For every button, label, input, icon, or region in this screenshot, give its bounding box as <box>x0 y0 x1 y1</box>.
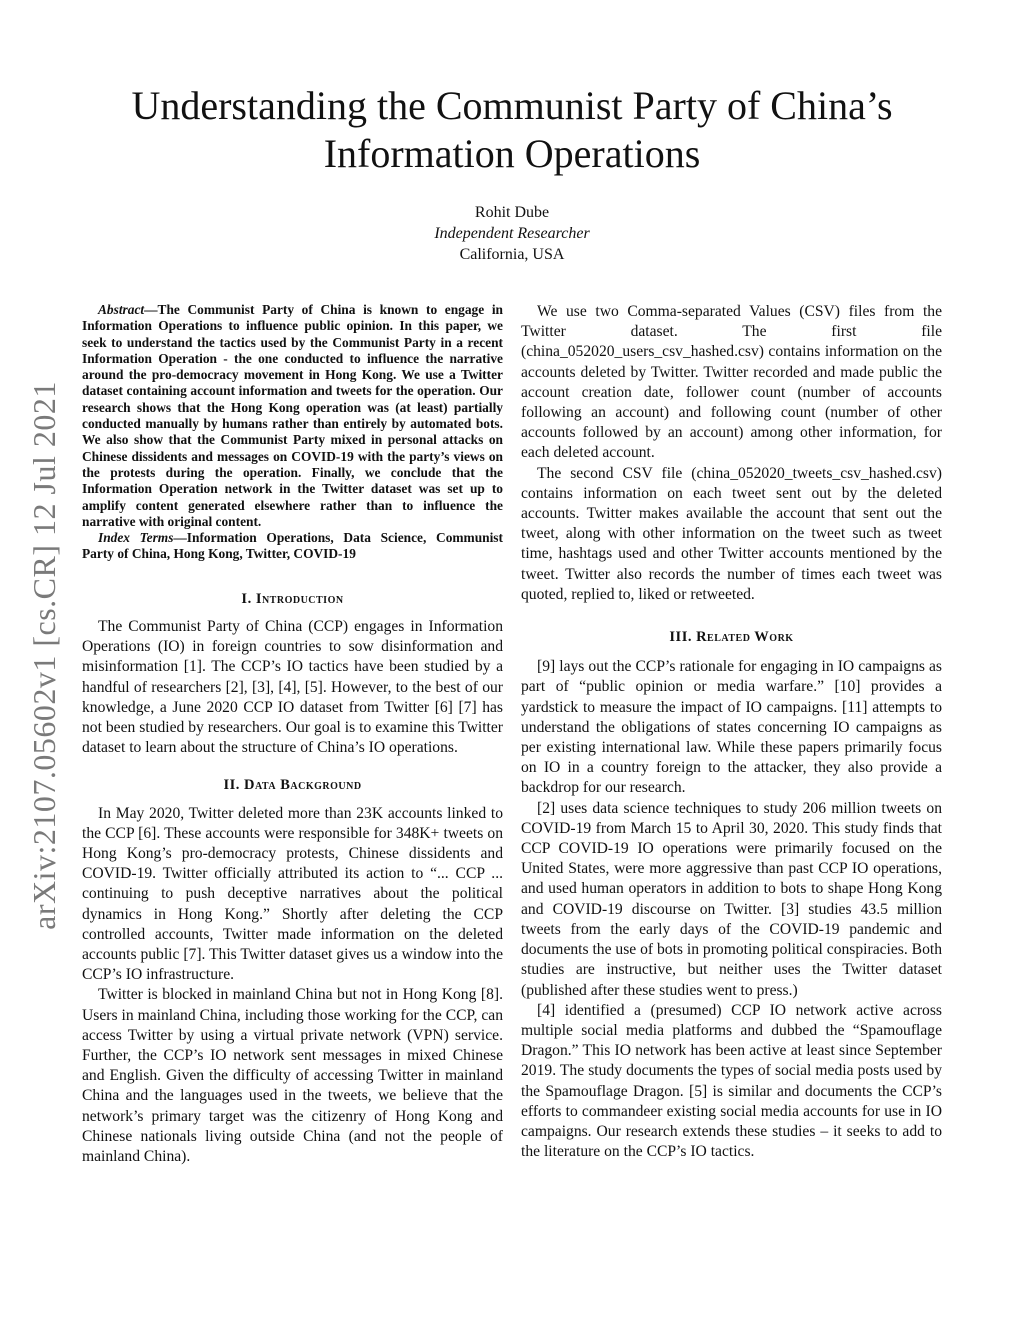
author-affiliation: Independent Researcher <box>434 225 590 242</box>
author-location: California, USA <box>459 246 565 263</box>
arxiv-stamp <box>20 365 68 945</box>
author-name: Rohit Dube <box>474 204 550 221</box>
data-paragraph: We use two Comma-separated Values (CSV) files from the Twitter dataset. The first file (china_052020_users_csv_hashed.csv) contains information on the accounts deleted by Twitter. Twitter recorded and made public the account creation date, follower count (number of accounts following an account) and following count (number of other accounts followed by an account) among other information, for each deleted account. <box>521 303 942 462</box>
related-paragraph: [2] uses data science techniques to study 206 million tweets on COVID-19 from March 15 to April 30, 2020. This study finds that CCP COVID-19 IO operations were primarily focused on the United States, were more aggressive than past CCP IO operations, and used human operators in addition to bots to shape Hong Kong and COVID-19 discourse on Twitter. [3] studies 43.5 million tweets from the early days of the COVID-19 pandemic and documents the use of bots in promoting political conspiracies. Both studies are instructive, but neither uses the Twitter dataset (published after these studies went to press.) <box>521 799 942 999</box>
data-paragraph: In May 2020, Twitter deleted more than 23K accounts linked to the CCP [6]. These accounts were responsible for 348K+ tweets on Hong Kong’s pro-democracy protests, Chinese dissidents and COVID-19. Twitter officially attributed its action to “... CCP ... continuing to push deceptive narratives about the political dynamics in Hong Kong.” Shortly after deleting the CCP controlled accounts, Twitter made information on the deleted accounts public [7]. This Twitter dataset gives us a window into the CCP’s IO infrastructure. <box>82 804 504 984</box>
related-paragraph: [4] identified a (presumed) CCP IO network active across multiple social media platforms and dubbed the “Spamouflage Dragon.” This IO network has been active at least since September 2019. The study documents the types of social media posts used by the Spamouflage Dragon. [5] is similar and documents the CCP’s efforts to commandeer existing social media accounts for use in IO campaigns. Our research extends these studies – it seeks to add to the literature on the CCP’s IO tactics. <box>521 1001 942 1161</box>
index-terms-lead: Index Terms <box>98 530 174 546</box>
data-paragraph: The second CSV file (china_052020_tweets_csv_hashed.csv) contains information on each tweet sent out by the deleted accounts. Twitter makes available the account that sent out the tweet, along with other information on the tweet such as tweet time, hashtags used and other Twitter accounts mentioned by the tweet. Twitter also records the number of times each tweet was quoted, replied to, liked or retweeted. <box>521 464 942 603</box>
section-heading-introduction: I. Introduction <box>241 590 344 607</box>
index-terms-text: —Information Operations, Data Science, Communist Party of China, Hong Kong, Twitter, COVID-19 <box>82 530 503 562</box>
abstract-lead: Abstract <box>98 302 145 317</box>
intro-paragraph: The Communist Party of China (CCP) engages in Information Operations (IO) in foreign countries to sow disinformation and misinformation [1]. The CCP’s IO tactics have been studied by a handful of researchers [2], [3], [4], [5]. However, to the best of our knowledge, a June 2020 CCP IO dataset from Twitter [6] [7] has not been studied by researchers. Our goal is to examine this Twitter dataset to learn about the structure of China’s IO operations. <box>82 617 503 757</box>
data-paragraph: Twitter is blocked in mainland China but not in Hong Kong [8]. Users in mainland China, including those working for the CCP, can access Twitter by using a virtual private network (VPN) service. Further, the CCP’s IO network sent messages in mixed Chinese and English. Given the difficulty of accessing Twitter in mainland China and the languages used in the tweets, we believe that the network’s primary target was the citizenry of Hong Kong and Chinese nationals living outside China (and not the people of mainland China). <box>82 986 503 1166</box>
abstract <box>82 302 503 530</box>
arxiv-stamp-text: arXiv:2107.05602v1 [cs.CR] 12 Jul 2021 <box>25 380 62 930</box>
index-terms <box>82 530 503 563</box>
abstract-text: —The Communist Party of China is known to engage in Information Operations to influence public opinion. In this paper, we seek to understand the tactics used by the Communist Party in a recent Information Operation - the one conducted to influence the narrative around the pro-democracy movement in Hong Kong. We use a Twitter dataset containing account information and tweets for the operation. Our research shows that the Hong Kong operation was (at least) partially conducted manually by humans rather than entirely by automated bots. We also show that the Communist Party mixed in personal attacks on Chinese dissidents and messages on COVID-19 with the party’s views on the protests during the operation. Finally, we conclude that the Information Operation network in the Twitter dataset was set up to amplify content generated elsewhere rather than to influence the narrative with original content. <box>82 302 503 529</box>
author-block <box>0 202 1024 265</box>
right-column <box>521 302 942 1162</box>
left-column <box>82 302 503 1167</box>
related-paragraph: [9] lays out the CCP’s rationale for engaging in IO campaigns as part of “public opinion or media warfare.” [10] provides a yardstick to measure the impact of IO campaigns. [11] attempts to understand the obligations of states concerning IO campaigns as per existing international law. While these papers primarily focus on IO in a country foreign to the attacker, they also provide a backdrop for our research. <box>521 658 942 797</box>
section-heading-data-background: II. Data Background <box>223 777 362 794</box>
paper-title: Understanding the Communist Party of China’s Information Operations <box>131 83 893 176</box>
section-heading-related-work: III. Related Work <box>669 629 794 646</box>
